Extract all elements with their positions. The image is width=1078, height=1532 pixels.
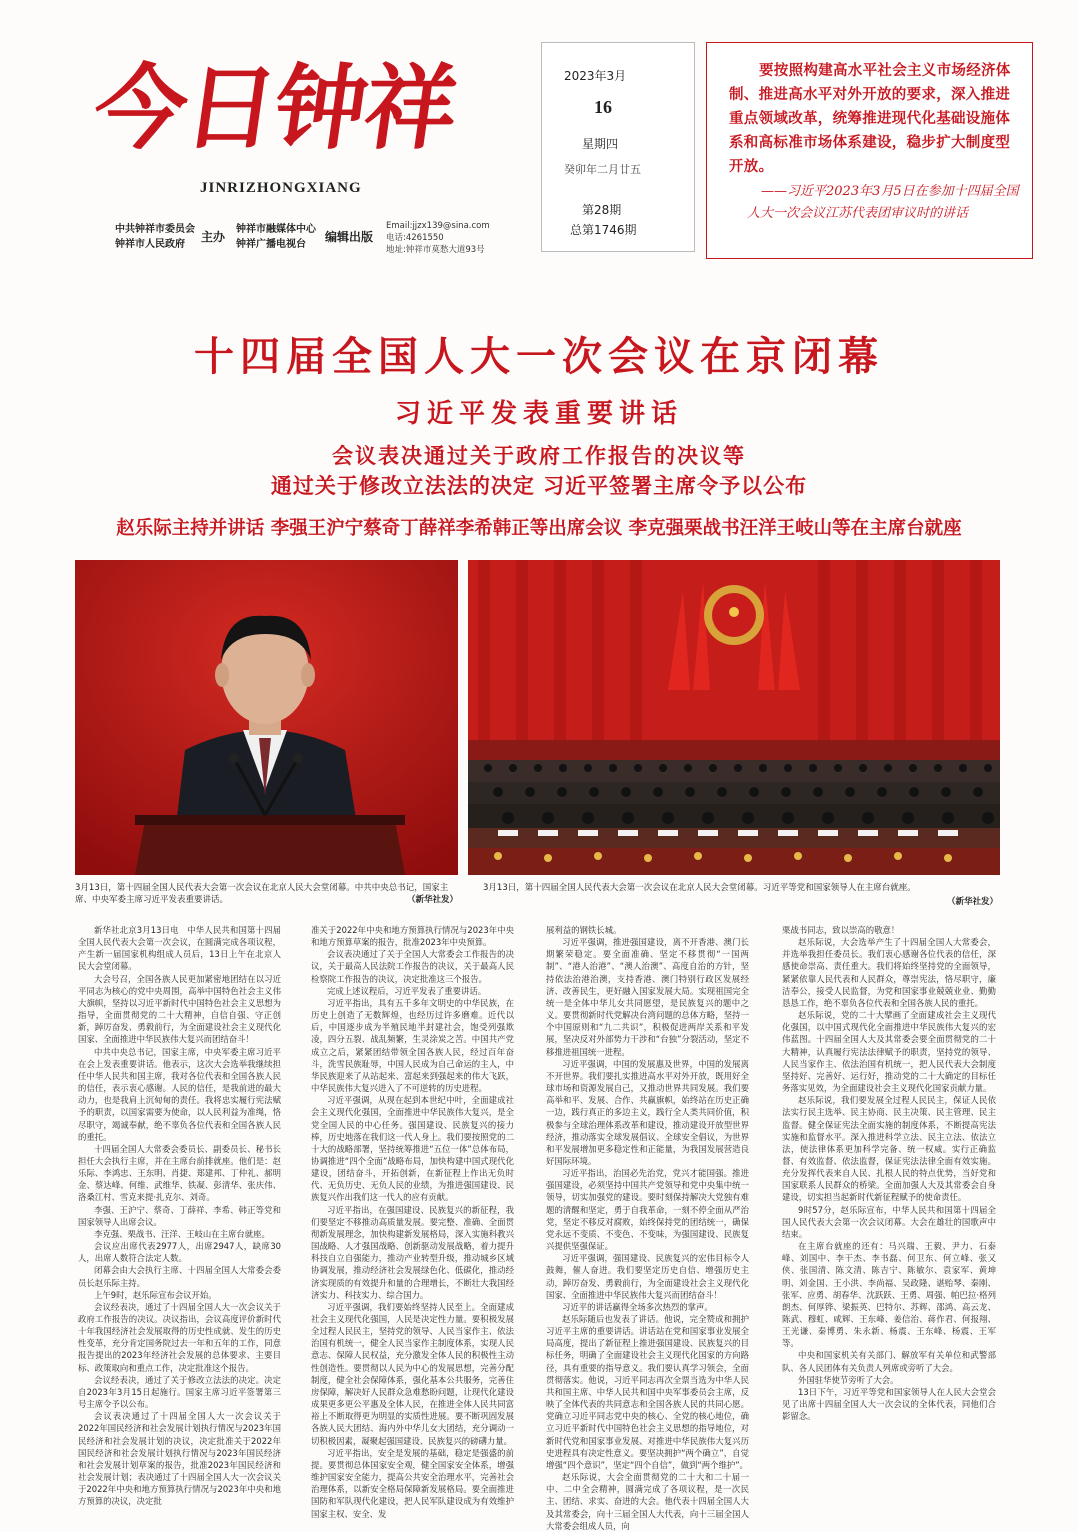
article-paragraph: 习近平指出，具有五千多年文明史的中华民族，在历史上创造了无数辉煌，也经历过许多磨难。近代以后，中国逐步成为半殖民地半封建社会，饱受列强欺凌，四分五裂、战乱频繁，生灵涂炭之苦。中国共产党成立之后，紧紧团结带领全国各族人民，经过百年奋斗，洗雪民族耻辱，中国人民成为自己命运的主人，中华民族迎来了从站起来、富起来到强起来的伟大飞跃，中华民族伟大复兴进入了不可逆转的历史进程。 [311, 997, 514, 1094]
contact-address: 地址:钟祥市莫愁大道93号 [386, 245, 485, 255]
article-paragraph: 习近平强调，我们要始终坚持人民至上。全面建成社会主义现代化强国，人民是决定性力量。要积极发展全过程人民民主，坚持党的领导、人民当家作主、依法治国有机统一，健全人民当家作主制度体系，实现人民意志、保障人民权益，充分激发全体人民的积极性主动性创造性。要贯彻以人民为中心的发展思想，完善分配制度，健全社会保障体系，强化基本公共服务，完善住房保障，解决好人民群众急难愁盼问题，让现代化建设成果更多更公平惠及全体人民，在推进全体人民共同富裕上不断取得更为明显的实质性进展。要不断巩固发展各族人民大团结、海内外中华儿女大团结，充分调动一切积极因素，凝聚起强国建设、民族复兴的磅礴力量。 [311, 1301, 514, 1446]
article-paragraph: 会议表决通过了关于全国人大常委会工作报告的决议，关于最高人民法院工作报告的决议，关于最高人民检察院工作报告的决议，决定批准这三个报告。 [311, 949, 514, 984]
issue-day: 16 [594, 97, 612, 117]
article-paragraph: 赵乐际说，我们要发展全过程人民民主，保证人民依法实行民主选举、民主协商、民主决策、民主管理、民主监督。健全保证宪法全面实施的制度体系，不断提高宪法实施和监督水平。深入推进科学立法、民主立法、依法立法，使法律体系更加科学完备、统一权威。实行正确监督、有效监督、依法监督，保证宪法法律全面有效实施。充分发挥代表来自人民、扎根人民的特点优势，当好党和国家联系人民群众的桥梁。全面加强人大及其常委会自身建设，切实担当起新时代新征程赋予的使命责任。 [782, 1095, 996, 1203]
article-paragraph: 李克强、栗战书、汪洋、王岐山在主席台就座。 [94, 1228, 270, 1239]
article-column-2 [311, 924, 514, 1519]
publisher-list [236, 222, 316, 252]
article-column-4 [782, 924, 996, 1482]
photo2-credit: （新华社发） [946, 897, 998, 907]
article-paragraph: 习近平指出，治国必先治党，党兴才能国强。推进强国建设，必须坚持中国共产党领导和党中央集中统一领导，切实加强党的建设。要时刻保持解决大党独有难题的清醒和坚定，勇于自我革命，一刻不停全面从严治党，坚定不移反对腐败，始终保持党的团结统一，确保党永远不变质、不变色、不变味，为强国建设、民族复兴提供坚强保证。 [546, 1168, 749, 1252]
article-paragraph: 习近平强调，中国的发展惠及世界，中国的发展离不开世界。我们要扎实推进高水平对外开放，既用好全球市场和资源发展自己，又推动世界共同发展。我们要高举和平、发展、合作、共赢旗帜，始终站在历史正确一边，践行真正的多边主义，践行全人类共同价值，积极参与全球治理体系改革和建设，推动建设开放型世界经济，推动落实全球发展倡议、全球安全倡议，为世界和平发展增加更多稳定性和正能量，为我国发展营造良好国际环境。 [546, 1058, 749, 1166]
article-paragraph: 在主席台就座的还有：马兴瑞、王毅、尹力、石泰峰、刘国中、李干杰、李书磊、何卫东、何立峰、张又侠、张国清、陈文清、陈吉宁、陈敏尔、袁家军、黄坤明、刘金国、王小洪、李尚福、吴政隆、谌贻琴、秦刚、张军、应勇、胡春华、沈跃跃、王勇、周强、帕巴拉·格列朗杰、何厚铧、梁振英、巴特尔、苏辉、邵鸿、高云龙、陈武、穆虹、咸辉、王东峰、姜信治、蒋作君、何报翔、王光谦、秦博勇、朱永新、杨震、王东峰、杨震、王军等。 [782, 1241, 996, 1349]
article-paragraph: 习近平强调，推进强国建设，离不开香港、澳门长期繁荣稳定。要全面准确、坚定不移贯彻“一国两制”、“港人治港”、“澳人治澳”、高度自治的方针，坚持依法治港治澳，支持香港、澳门特别行政区发展经济、改善民生，更好融入国家发展大局。实现祖国完全统一是全体中华儿女共同愿望，是民族复兴的题中之义。要贯彻新时代党解决台湾问题的总体方略，坚持一个中国原则和“九二共识”，积极促进两岸关系和平发展，坚决反对外部势力干涉和“台独”分裂活动，坚定不移推进祖国统一进程。 [546, 937, 749, 1057]
subheadline-3: 通过关于修改立法法的决定 习近平签署主席令予以公布 [270, 474, 808, 498]
photo1-caption-text: 3月13日，第十四届全国人民代表大会第一次会议在北京人民大会堂闭幕。中共中央总书记，国家主席、中央军委主席习近平发表重要讲话。 [75, 883, 449, 905]
assembly-hall-photo [468, 560, 1000, 875]
article-paragraph: 赵乐际说，大会选举产生了十四届全国人大常委会，并选举我担任委员长。我们衷心感谢各位代表的信任，深感使命崇高、责任重大。我们将始终坚持党的全面领导，紧紧依靠人民代表和人民群众，尊崇宪法，恪尽职守，廉洁奉公，接受人民监督，为党和国家事业兢兢业业、勤勤恳恳工作，绝不辜负各位代表和全国各族人民的重托。 [782, 937, 996, 1008]
article-paragraph: 中共中央总书记，国家主席，中央军委主席习近平在会上发表重要讲话。他表示，这次大会选举我继续担任中华人民共和国主席，我对各位代表和全国各族人民的信任，表示衷心感谢。人民的信任，是我前进的最大动力，也是我肩上沉甸甸的责任。我将忠实履行宪法赋予的职责，以国家需要为使命，以人民利益为准绳，恪尽职守，竭诚奉献，绝不辜负各位代表和全国各族人民的重托。 [78, 1046, 281, 1142]
speaker-photo [75, 560, 458, 875]
article-paragraph: 会议经表决，通过了十四届全国人大一次会议关于政府工作报告的决议。决议指出，会议高度评价新时代十年我国经济社会发展取得的历史性成就、发生的历史性变革，充分肯定国务院过去一年和五年的工作，同意报告提出的2023年经济社会发展的总体要求、主要目标、政策取向和重点工作，决定批准这个报告。 [78, 1301, 281, 1373]
article-paragraph: 外国驻华使节旁听了大会。 [798, 1374, 899, 1385]
article-paragraph: 赵乐际随后也发表了讲话。他说，完全赞成和拥护习近平主席的重要讲话。讲话站在党和国家事业发展全局高度，提出了新征程上推进强国建设、民族复兴的目标任务，明确了全面建设社会主义现代化国家的方向路径，具有重要的指导意义。我们要认真学习领会，全面贯彻落实。他说，习近平同志再次全票当选为中华人民共和国主席、中华人民共和国中央军事委员会主席，反映了全体代表的共同意志和全国各族人民的共同心愿。党确立习近平同志党中央的核心、全党的核心地位，确立习近平新时代中国特色社会主义思想的指导地位，对新时代党和国家事业发展、对推进中华民族伟大复兴历史进程具有决定性意义。要坚决拥护“两个确立”，自觉增强“四个意识”，坚定“四个自信”，做到“两个维护”。 [546, 1314, 749, 1470]
contact-phone: 电话:4261550 [386, 233, 444, 243]
photo1-credit: （新华社发） [406, 895, 458, 905]
article-paragraph: 上午9时，赵乐际宣布会议开始。 [94, 1289, 217, 1300]
article-paragraph: 习近平指出，在强国建设、民族复兴的新征程，我们要坚定不移推动高质量发展。要完整、准确、全面贯彻新发展理念，加快构建新发展格局，深入实施科教兴国战略、人才强国战略、创新驱动发展战略，着力提升科技自立自强能力，推动产业转型升级，推动城乡区域协调发展，推动经济社会发展绿色化、低碳化，推动经济实现质的有效提升和量的合理增长，不断壮大我国经济实力、科技实力、综合国力。 [311, 1204, 514, 1300]
photo2-caption-text: 3月13日，第十四届全国人民代表大会第一次会议在北京人民大会堂闭幕。习近平等党和国家领导人在主席台就座。 [483, 883, 916, 893]
quote-text: 要按照构建高水平社会主义市场经济体制、推进高水平对外开放的要求，深入推进重点领域改革，统筹推进现代化基础设施体系和高标准市场体系建设，稳步扩大制度型开放。 [729, 63, 1011, 175]
article-paragraph: 会议表决通过了十四届全国人大一次会议关于2022年国民经济和社会发展计划执行情况与2023年国民经济和社会发展计划的决议，决定批准关于2022年国民经济和社会发展计划执行情况与2023年国民经济和社会发展计划草案的报告，批准2023年国民经济和社会发展计划；表决通过了十四届全国人大一次会议关于2022年中央和地方预算执行情况与2023年中央和地方预算的决议，决定批 [78, 1411, 281, 1507]
article-paragraph: 展利益的钢铁长城。 [546, 925, 622, 935]
article-paragraph: 十四届全国人大常委会委员长、副委员长、秘书长担任大会执行主席，并在主席台前排就座。他们是：赵乐际、李鸿忠、王东明、肖捷、郑建邦、丁仲礼、郝明金、蔡达峰、何维、武维华、铁凝、彭清华、张庆伟、洛桑江村、雪克来提·扎克尔、刘奇。 [78, 1143, 281, 1203]
subheadline-1: 习近平发表重要讲话 [394, 399, 683, 429]
hall-illustration [468, 560, 1000, 875]
article-column-1 [78, 924, 281, 1507]
photo1-caption [75, 882, 458, 906]
article-paragraph: 习近平强调，强国建设、民族复兴的宏伟目标令人鼓舞，催人奋进。我们要坚定历史自信、增强历史主动，踔厉奋发、勇毅前行，为全面建设社会主义现代化国家、全面推进中华民族伟大复兴而团结奋斗！ [546, 1253, 749, 1300]
sponsor-list [115, 222, 195, 252]
article-column-3 [546, 924, 749, 1531]
article-paragraph: 习近平的讲话赢得全场多次热烈的掌声。 [562, 1301, 713, 1312]
speaker-illustration [75, 560, 458, 875]
article-paragraph: 闭幕会由大会执行主席、十四届全国人大常委会委员长赵乐际主持。 [78, 1265, 281, 1288]
quote-box [706, 42, 1033, 259]
contact-email: Email:jjzx139@sina.com [386, 221, 490, 231]
quote-source: ——习近平2023年3月5日在参加十四届全国人大一次会议江苏代表团审议时的讲话 [747, 184, 1019, 221]
article-paragraph: 大会号召，全国各族人民更加紧密地团结在以习近平同志为核心的党中央周围，高举中国特色社会主义伟大旗帜，坚持以习近平新时代中国特色社会主义思想为指导，全面贯彻党的二十大精神，自信自强、守正创新，踔厉奋发、勇毅前行，为全面建设社会主义现代化国家、全面推进中华民族伟大复兴而团结奋斗！ [78, 973, 281, 1045]
article-paragraph: 赵乐际说，党的二十大擘画了全面建成社会主义现代化强国，以中国式现代化全面推进中华民族伟大复兴的宏伟蓝图。十四届全国人大及其常委会要全面贯彻党的二十大精神，认真履行宪法法律赋予的职责，坚持党的领导、人民当家作主、依法治国有机统一，把人民代表大会制度坚持好、完善好、运行好，推动党的二十大确定的目标任务落实见效，为全面建设社会主义现代化国家贡献力量。 [782, 1010, 996, 1094]
article-paragraph: 13日下午，习近平等党和国家领导人在人民大会堂会见了出席十四届全国人大一次会议的全体代表，同他们合影留念。 [782, 1386, 996, 1422]
subheadline-4: 赵乐际主持并讲话 李强王沪宁蔡奇丁薛祥李希韩正等出席会议 李克强栗战书汪洋王岐山等在主席台就座 [116, 518, 962, 539]
publisher-role: 编辑出版 [325, 230, 374, 244]
article-paragraph: 赵乐际说，大会全面贯彻党的二十大和二十届一中、二中全会精神，圆满完成了各项议程，是一次民主、团结、求实、奋进的大会。他代表十四届全国人大及其常委会，向十三届全国人大代表，向十三届全国人大常委会组成人员，向 [546, 1472, 749, 1531]
article-paragraph: 9时57分，赵乐际宣布，中华人民共和国第十四届全国人民代表大会第一次会议闭幕。大会在雄壮的国歌声中结束。 [782, 1204, 996, 1239]
sponsor-role: 主办 [201, 230, 226, 244]
newspaper-title: 今日钟祥 [87, 54, 463, 162]
subheadline-2: 会议表决通过关于政府工作报告的决议等 [332, 444, 746, 468]
publisher-name: 钟祥市融媒体中心 [236, 224, 316, 235]
article-paragraph: 会议应出席代表2977人，出席2947人，缺席30人，出席人数符合法定人数。 [78, 1241, 281, 1264]
article-paragraph: 习近平强调，从现在起到本世纪中叶，全面建成社会主义现代化强国，全面推进中华民族伟大复兴，是全党全国人民的中心任务。强国建设、民族复兴的接力棒，历史地落在我们这一代人身上。我们要按照党的二十大的战略部署，坚持统筹推进“五位一体”总体布局，协调推进“四个全面”战略布局，加快构建中国式现代化建设，团结奋斗，开拓创新，在新征程上作出无负时代、无负历史、无负人民的业绩，为推进强国建设、民族复兴作出我们这一代人的应有贡献。 [311, 1095, 514, 1203]
contact-info [386, 220, 490, 256]
main-headline: 十四届全国人大一次会议在京闭幕 [194, 333, 884, 380]
total-issue-number: 总第1746期 [570, 223, 637, 237]
article-paragraph: 栗战书同志，致以崇高的敬意！ [782, 925, 900, 935]
issue-date: 2023年3月 [564, 69, 627, 83]
issue-weekday: 星期四 [582, 137, 619, 151]
article-paragraph: 准关于2022年中央和地方预算执行情况与2023年中央和地方预算草案的报告，批准2023年中央预算。 [311, 925, 514, 948]
date-box [541, 42, 695, 252]
sponsor-name: 中共钟祥市委员会 [115, 224, 195, 235]
article-paragraph: 新华社北京3月13日电 中华人民共和国第十四届全国人民代表大会第一次会议，在圆满完成各项议程，产生新一届国家机构组成人员后，13日上午在北京人民大会堂闭幕。 [78, 925, 281, 972]
article-paragraph: 中央和国家机关有关部门、解放军有关单位和武警部队、各人民团体有关负责人列席或旁听了大会。 [782, 1350, 996, 1373]
article-paragraph: 会议经表决，通过了关于修改立法法的决定。决定自2023年3月15日起施行。国家主席习近平签署第三号主席令予以公布。 [78, 1374, 281, 1410]
newspaper-pinyin: JINRIZHONGXIANG [200, 180, 362, 196]
article-paragraph: 习近平指出，安全是发展的基础，稳定是强盛的前提。要贯彻总体国家安全观，健全国家安全体系，增强维护国家安全能力，提高公共安全治理水平，完善社会治理体系，以新安全格局保障新发展格局。要全面推进国防和军队现代化建设，把人民军队建设成为有效维护国家主权、安全、发 [311, 1447, 514, 1519]
photo2-caption [483, 882, 998, 908]
publisher-name: 钟祥广播电视台 [236, 239, 306, 250]
lunar-date: 癸卯年二月廿五 [564, 163, 641, 176]
article-paragraph: 完成上述议程后，习近平发表了重要讲话。 [327, 985, 487, 996]
sponsor-name: 钟祥市人民政府 [115, 239, 185, 250]
article-paragraph: 李强、王沪宁、蔡奇、丁薛祥、李希、韩正等党和国家领导人出席会议。 [78, 1204, 281, 1227]
issue-number: 第28期 [582, 203, 622, 217]
